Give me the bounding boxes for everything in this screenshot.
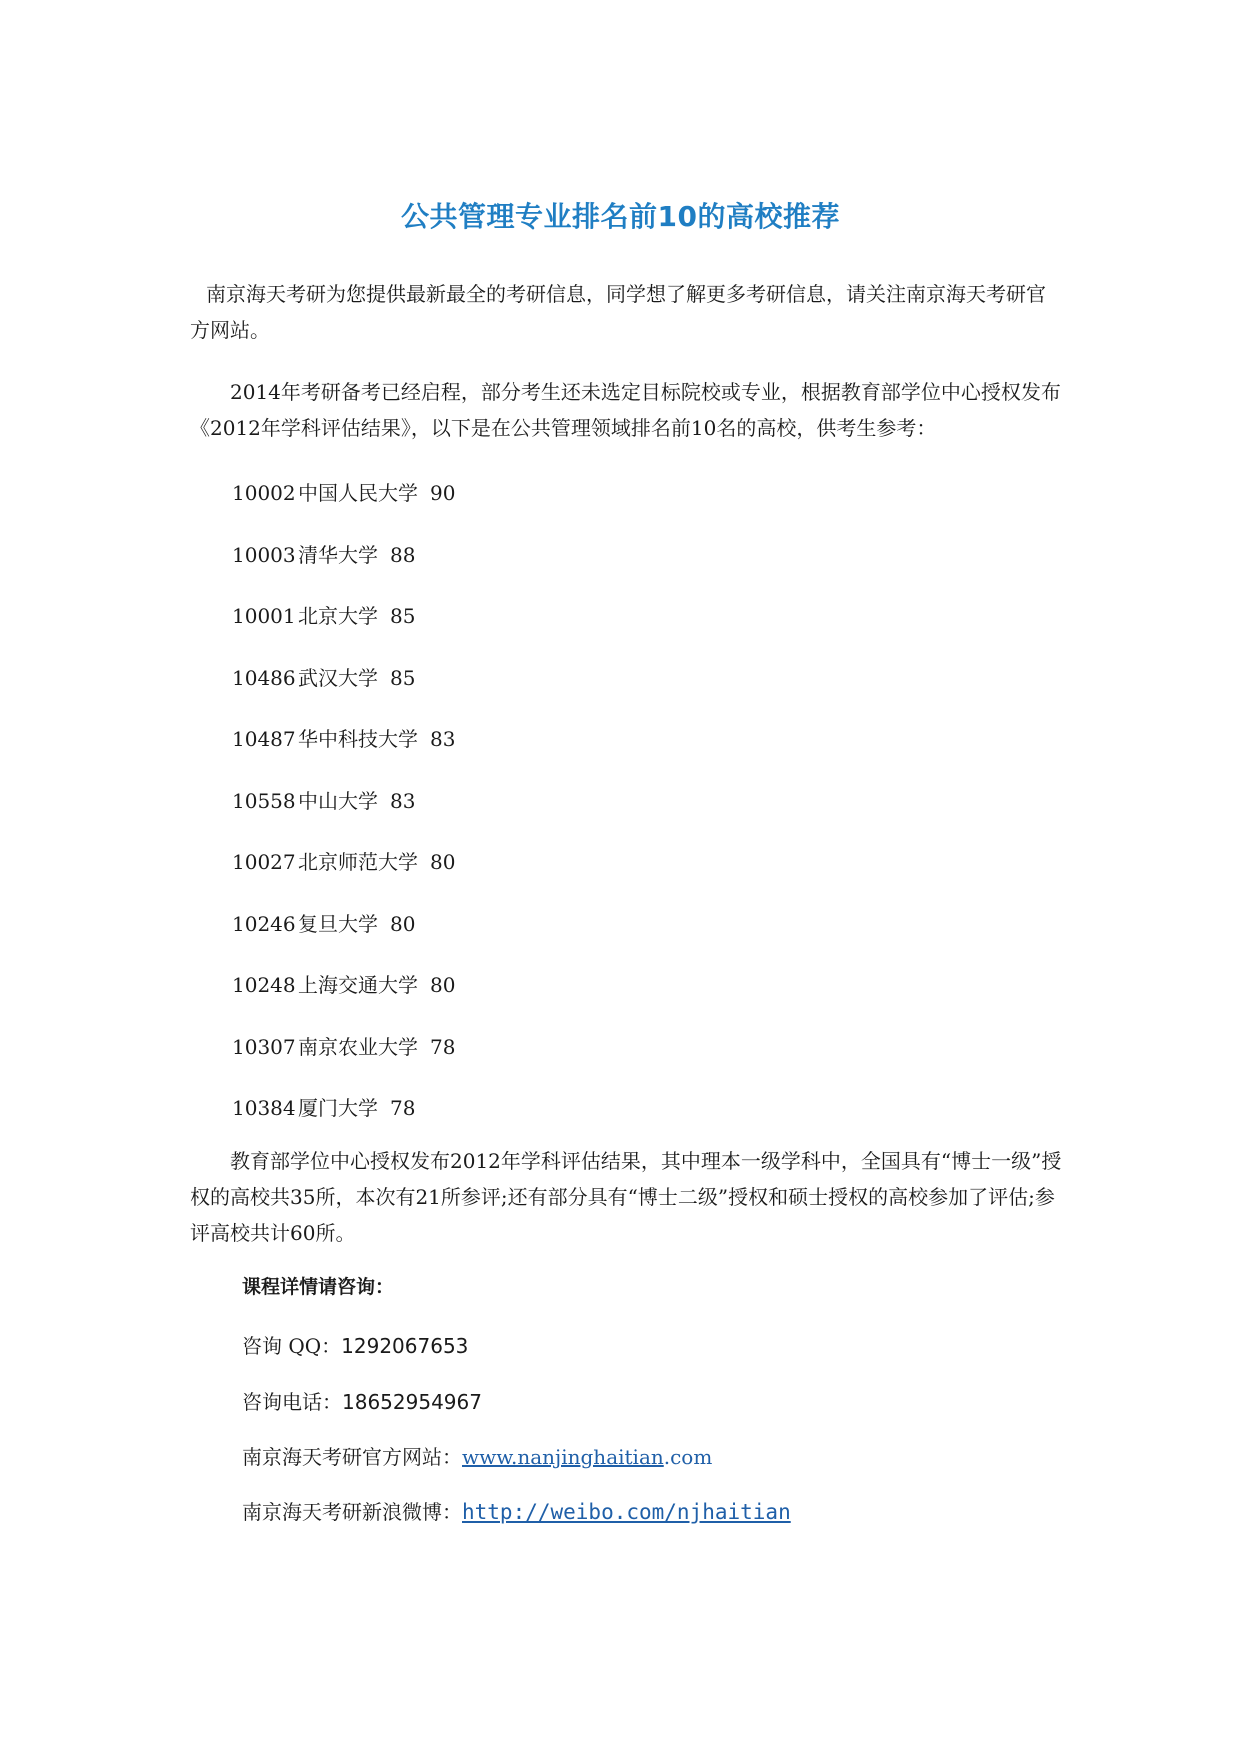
- school-code: 10487: [232, 727, 296, 751]
- school-code: 10003: [232, 542, 296, 567]
- contact-heading: 课程详情请咨询：: [242, 1276, 395, 1298]
- school-score: 80: [430, 973, 456, 997]
- intro-text: 南京海天考研为您提供最新最全的考研信息，同学想了解更多考研信息，请关注南京海天考研官方网站。: [190, 282, 1046, 342]
- list-item: [232, 601, 455, 663]
- weibo-link[interactable]: http://weibo.com/njhaitian: [462, 1500, 791, 1524]
- school-code: 10486: [232, 665, 296, 690]
- intro-paragraph: [190, 276, 1062, 348]
- school-score: 78: [430, 1034, 456, 1059]
- school-score: 80: [430, 850, 456, 874]
- school-score: 83: [390, 788, 416, 813]
- website-link[interactable]: www.nanjinghaitian: [462, 1445, 664, 1469]
- school-name: 北京大学: [298, 604, 378, 628]
- school-score: 88: [390, 542, 416, 567]
- phone-value: 18652954967: [342, 1390, 482, 1414]
- school-code: 10001: [232, 604, 296, 628]
- website-label: 南京海天考研官方网站：: [242, 1445, 462, 1469]
- contact-website-line: [242, 1441, 712, 1470]
- list-item: [232, 909, 455, 971]
- contact-weibo-line: [242, 1496, 791, 1525]
- school-code: 10384: [232, 1096, 296, 1120]
- school-code: 10558: [232, 788, 296, 813]
- school-score: 85: [390, 665, 416, 690]
- qq-value: 1292067653: [341, 1334, 469, 1358]
- school-name: 厦门大学: [298, 1096, 378, 1120]
- school-code: 10307: [232, 1034, 296, 1059]
- school-name: 南京农业大学: [298, 1034, 418, 1059]
- school-name: 中国人民大学: [298, 481, 418, 505]
- school-code: 10246: [232, 911, 296, 936]
- list-item: [232, 970, 455, 1032]
- background-paragraph: 2014年考研备考已经启程，部分考生还未选定目标院校或专业，根据教育部学位中心授权发布《2012年学科评估结果》，以下是在公共管理领域排名前10名的高校，供考生参考：: [190, 380, 1061, 440]
- phone-label: 咨询电话：: [242, 1390, 342, 1414]
- list-item: [232, 478, 455, 540]
- school-name: 上海交通大学: [298, 973, 418, 997]
- list-item: [232, 724, 455, 786]
- school-name: 武汉大学: [298, 665, 378, 690]
- school-ranking-list: [232, 478, 455, 1155]
- school-score: 85: [390, 604, 416, 628]
- list-item: [232, 786, 455, 848]
- school-score: 83: [430, 727, 456, 751]
- school-name: 清华大学: [298, 542, 378, 567]
- list-item: [232, 663, 455, 725]
- qq-label: 咨询 QQ：: [242, 1334, 342, 1358]
- summary-paragraph: 教育部学位中心授权发布2012年学科评估结果，其中理本一级学科中，全国具有“博士一级”授权的高校共35所，本次有21所参评;还有部分具有“博士二级”授权和硕士授权的高校参加了评估;参评高校共计60所。: [190, 1149, 1062, 1245]
- school-name: 北京师范大学: [298, 850, 418, 874]
- list-item: [232, 540, 455, 602]
- list-item: [232, 1032, 455, 1094]
- website-link-tail: .com: [663, 1445, 713, 1469]
- school-code: 10248: [232, 973, 296, 997]
- school-name: 复旦大学: [298, 911, 378, 936]
- school-score: 90: [430, 481, 456, 505]
- list-item: [232, 847, 455, 909]
- school-code: 10027: [232, 850, 296, 874]
- contact-phone-line: [242, 1386, 482, 1415]
- contact-qq-line: [242, 1330, 468, 1359]
- school-score: 78: [390, 1096, 416, 1120]
- document-title: 公共管理专业排名前10的高校推荐: [401, 200, 840, 233]
- school-code: 10002: [232, 481, 296, 505]
- school-name: 中山大学: [298, 788, 378, 813]
- school-score: 80: [390, 911, 416, 936]
- school-name: 华中科技大学: [298, 727, 418, 751]
- weibo-label: 南京海天考研新浪微博：: [242, 1500, 462, 1524]
